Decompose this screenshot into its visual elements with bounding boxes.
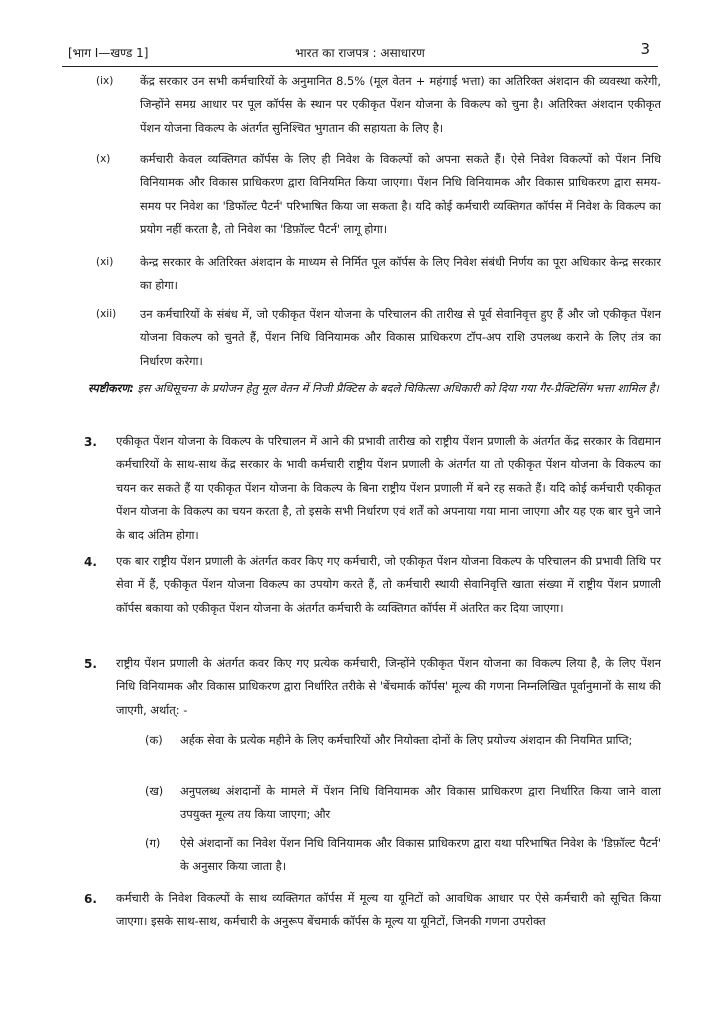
- clause-number: (x): [96, 153, 111, 165]
- paragraph-text: एकीकृत पेंशन योजना के विकल्प के परिचालन में आने की प्रभावी तारीख को राष्ट्रीय पेंशन प्रणाली के अंतर्गत केंद्र सरकार के विद्यमान कर्मचारियों के साथ-साथ केंद्र सरकार के भावी कर्मचारी राष्ट्रीय पेंशन प्रणाली के अंतर्गत या तो एकीकृत पेंशन योजना के विकल्प का चयन कर सकते हैं या एकीकृत पेंशन योजना के विकल्प के बिना राष्ट्रीय पेंशन प्रणाली में बने रह सकते हैं। यदि कोई कर्मचारी एकीकृत पेंशन योजना के विकल्प का चयन करता है, तो इसके सभी निर्धारण एवं शर्तें को अपनाया गया माना जाएगा और यह एक बार चुने जाने के बाद अंतिम होगा।: [116, 434, 661, 542]
- subitem-number: (क): [145, 733, 163, 747]
- clause-text: कर्मचारी केवल व्यक्तिगत कॉर्पस के लिए ही निवेश के विकल्पों को अपना सकते हैं। ऐसे निवेश विकल्पों को पेंशन निधि विनियामक और विकास प्राधिकरण द्वारा विनियमित किया जाएगा। पेंशन निधि विनियामक और विकास प्राधिकरण द्वारा समय-समय पर निवेश का 'डिफॉल्ट पैटर्न' परिभाषित किया जा सकता है। यदि कोई कर्मचारी व्यक्तिगत कॉर्पस में निवेश के विकल्प का प्रयोग नहीं करता है, तो निवेश का 'डिफ़ॉल्ट पैटर्न' लागू होगा।: [140, 152, 661, 237]
- paragraph-text: एक बार राष्ट्रीय पेंशन प्रणाली के अंतर्गत कवर किए गए कर्मचारी, जो एकीकृत पेंशन योजना विकल्प के परिचालन की प्रभावी तिथि पर सेवा में हैं, एकीकृत पेंशन योजना विकल्प का उपयोग करते हैं, तो कर्मचारी स्थायी सेवानिवृत्ति खाता संख्या में राष्ट्रीय पेंशन प्रणाली कॉर्पस बकाया को एकीकृत पेंशन योजना के अंतर्गत कर्मचारी के व्यक्तिगत कॉर्पस में अंतरित कर दिया जाएगा।: [116, 554, 661, 615]
- page-number: 3: [640, 40, 650, 58]
- header-title: भारत का राजपत्र : असाधारण: [295, 46, 425, 60]
- page-header: [62, 40, 658, 67]
- subitem-text: अर्हक सेवा के प्रत्येक महीने के लिए कर्मचारियों और नियोक्ता दोनों के लिए प्रयोज्य अंशदान की नियमित प्राप्ति;: [180, 733, 633, 747]
- paragraph-number: 4.: [84, 555, 97, 569]
- clause-text: केन्द्र सरकार के अतिरिक्त अंशदान के माध्यम से निर्मित पूल कॉर्पस के लिए निवेश संबंधी निर्णय का पूरा अधिकार केन्द्र सरकार का होगा।: [140, 255, 661, 293]
- clause-number: (xii): [96, 308, 117, 320]
- paragraph-text: राष्ट्रीय पेंशन प्रणाली के अंतर्गत कवर किए गए प्रत्येक कर्मचारी, जिन्होंने एकीकृत पेंशन योजना का विकल्प लिया है, के लिए पेंशन निधि विनियामक और विकास प्राधिकरण द्वारा निर्धारित तरीके से 'बेंचमार्क कॉर्पस' मूल्य की गणना निम्नलिखित पूर्वानुमानों के साथ की जाएगी, अर्थात्: -: [116, 656, 661, 717]
- paragraph-text: कर्मचारी के निवेश विकल्पों के साथ व्यक्तिगत कॉर्पस में मूल्य या यूनिटों को आवधिक आधार पर ऐसे कर्मचारी को सूचित किया जाएगा। इसके साथ-साथ, कर्मचारी के अनुरूप बेंचमार्क कॉर्पस के मूल्य या यूनिटों, जिनकी गणना उपरोक्त: [116, 891, 661, 929]
- paragraph-number: 3.: [84, 435, 97, 449]
- subitem-text: अनुपलब्ध अंशदानों के मामले में पेंशन निधि विनियामक और विकास प्राधिकरण द्वारा निर्धारित किया जाने वाला उपयुक्त मूल्य तय किया जाएगा; और: [180, 784, 661, 822]
- clause-number: (xi): [96, 256, 114, 268]
- clause-text: केंद्र सरकार उन सभी कर्मचारियों के अनुमानित 8.5% (मूल वेतन + महंगाई भत्ता) का अतिरिक्त अंशदान की व्यवस्था करेगी, जिन्होंने समग्र आधार पर पूल कॉर्पस के स्थान पर एकीकृत पेंशन योजना के विकल्प को चुना है। अतिरिक्त अंशदान एकीकृत पेंशन योजना विकल्प के अंतर्गत सुनिश्चित भुगतान की सहायता के लिए है।: [140, 74, 661, 135]
- explanation-label: स्पष्टीकरण:: [88, 382, 134, 395]
- explanation-text: इस अधिसूचना के प्रयोजन हेतु मूल वेतन में निजी प्रैक्टिस के बदले चिकित्सा अधिकारी को दिया गया गैर-प्रैक्टिसिंग भत्ता शामिल है।: [137, 382, 659, 395]
- clause-number: (ix): [96, 75, 114, 87]
- clause-text: उन कर्मचारियों के संबंध में, जो एकीकृत पेंशन योजना के परिचालन की तारीख से पूर्व सेवानिवृत्त हुए हैं और जो एकीकृत पेंशन योजना विकल्प को चुनते हैं, पेंशन निधि विनियामक और विकास प्राधिकरण टॉप-अप राशि उपलब्ध कराने के लिए तंत्र का निर्धारण करेगा।: [140, 307, 661, 368]
- header-section: [भाग I—खण्ड 1]: [68, 46, 149, 60]
- paragraph-number: 6.: [84, 892, 97, 906]
- subitem-text: ऐसे अंशदानों का निवेश पेंशन निधि विनियामक और विकास प्राधिकरण द्वारा यथा परिभाषित निवेश के 'डिफ़ॉल्ट पैटर्न' के अनुसार किया जाता है।: [180, 836, 661, 874]
- subitem-number: (ख): [145, 784, 164, 798]
- subitem-number: (ग): [145, 836, 161, 850]
- paragraph-number: 5.: [84, 657, 97, 671]
- explanation-note: [88, 377, 661, 400]
